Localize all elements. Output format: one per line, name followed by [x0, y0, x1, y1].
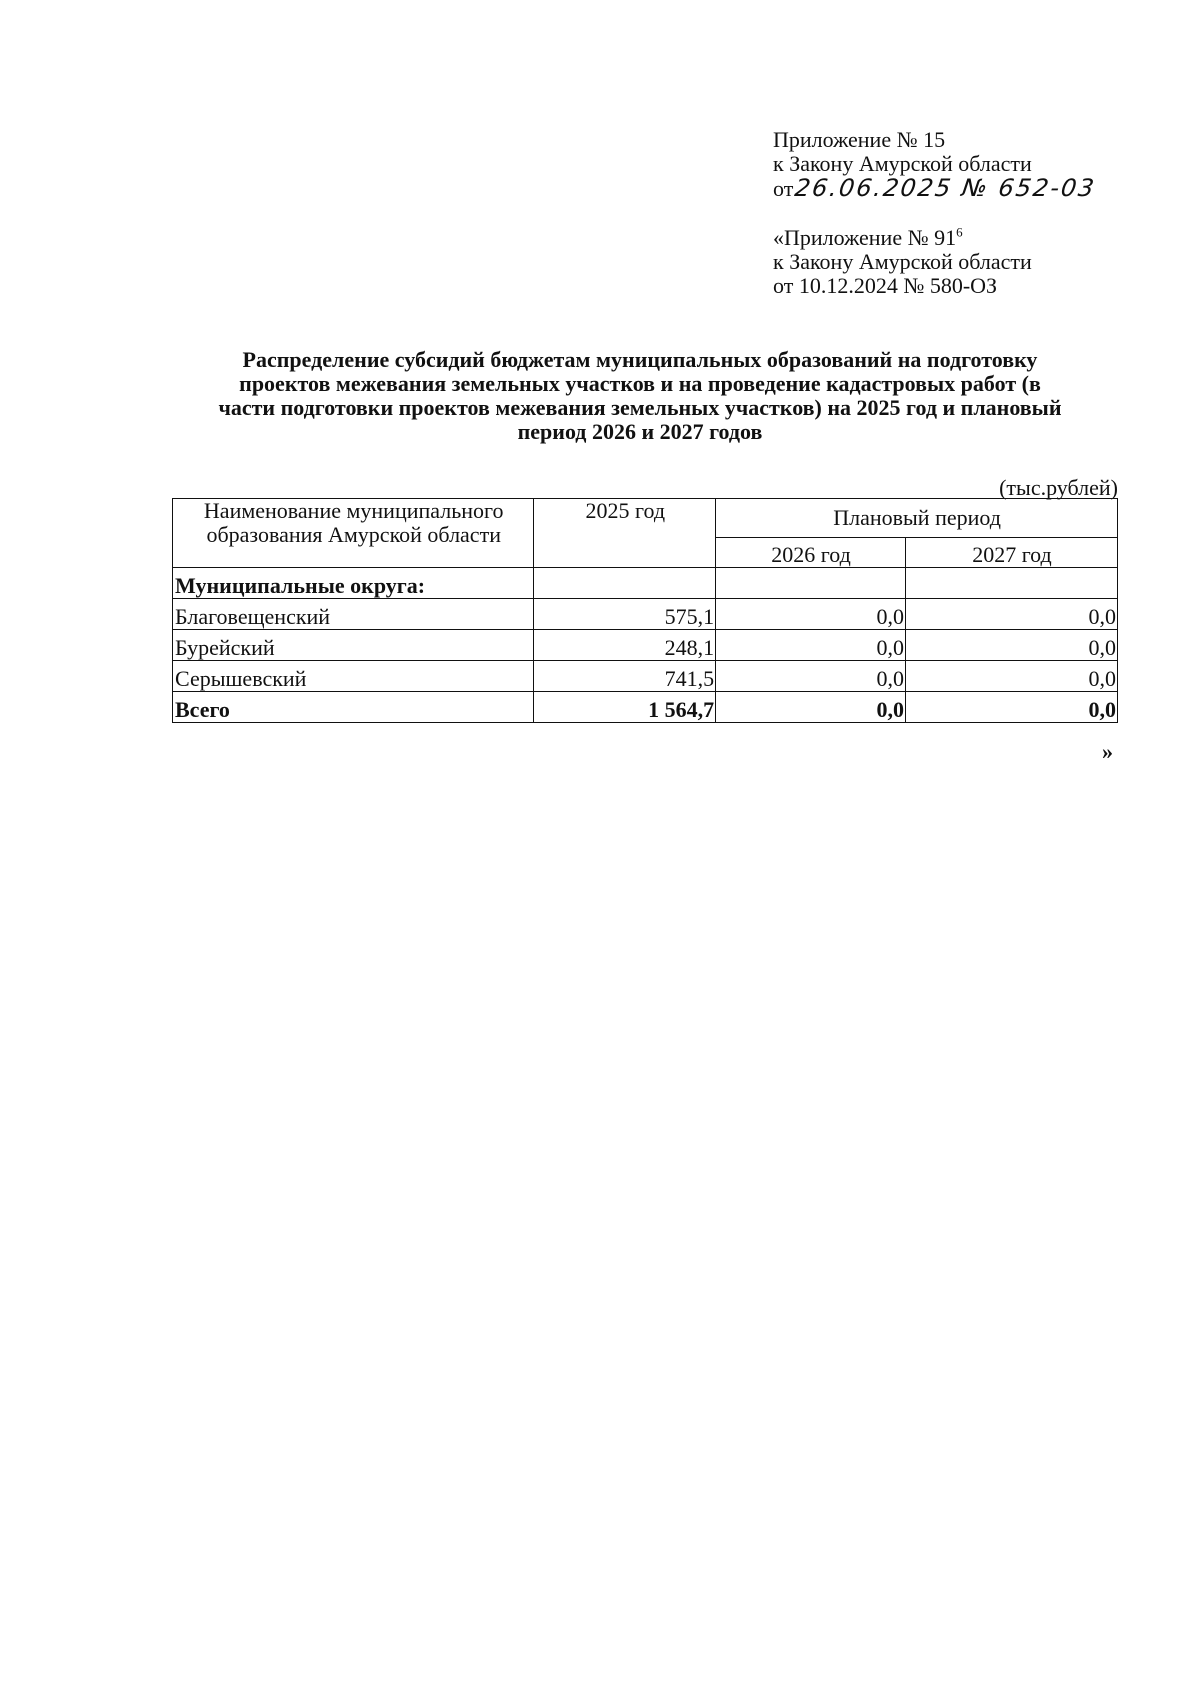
row-value-2025: 741,5 — [534, 661, 716, 692]
total-value-2025: 1 564,7 — [534, 692, 716, 723]
section-label: Муниципальные округа: — [173, 568, 534, 599]
title-line-3: части подготовки проектов межевания земельных участков) на 2025 год и плановый — [218, 395, 1062, 420]
section-row — [173, 568, 1118, 599]
header-name-line2: образования Амурской области — [206, 522, 501, 547]
header-plan-period-cell: Плановый период — [716, 499, 1118, 538]
table-row — [173, 599, 1118, 630]
row-name: Бурейский — [173, 630, 534, 661]
row-value-2027: 0,0 — [905, 630, 1117, 661]
header-2025-cell: 2025 год — [534, 499, 716, 568]
header-2026-cell: 2026 год — [716, 537, 906, 567]
appendix-15-date-prefix: от — [773, 176, 794, 201]
closing-quote: » — [1102, 739, 1113, 764]
title-line-2: проектов межевания земельных участков и на проведение кадастровых работ (в — [239, 371, 1041, 396]
header-name-line1: Наименование муниципального — [203, 498, 504, 523]
appendix-91-header — [773, 226, 1032, 298]
header-name-cell — [173, 499, 534, 568]
total-row — [173, 692, 1118, 723]
row-value-2026: 0,0 — [716, 630, 906, 661]
handwritten-date-number: 26.06.2025 № 652-03 — [793, 174, 1098, 202]
appendix-91-superscript: 6 — [956, 224, 963, 240]
document-title — [160, 348, 1120, 444]
appendix-91-line3: от 10.12.2024 № 580-ОЗ — [773, 273, 998, 298]
row-value-2025: 575,1 — [534, 599, 716, 630]
row-value-2027: 0,0 — [905, 661, 1117, 692]
appendix-91-line1 — [773, 226, 1032, 250]
section-empty-cell — [534, 568, 716, 599]
table-row — [173, 630, 1118, 661]
appendix-91-line2: к Закону Амурской области — [773, 249, 1032, 274]
row-value-2027: 0,0 — [905, 599, 1117, 630]
section-empty-cell — [905, 568, 1117, 599]
total-label: Всего — [173, 692, 534, 723]
row-name: Серышевский — [173, 661, 534, 692]
appendix-15-line2: к Закону Амурской области — [773, 151, 1032, 176]
row-name: Благовещенский — [173, 599, 534, 630]
row-value-2026: 0,0 — [716, 661, 906, 692]
appendix-91-label: «Приложение № 91 — [773, 225, 957, 250]
units-label: (тыс.рублей) — [999, 475, 1118, 500]
table-row — [173, 661, 1118, 692]
appendix-15-line3 — [773, 176, 1096, 201]
title-line-4: период 2026 и 2027 годов — [517, 419, 763, 444]
subsidies-table — [172, 498, 1118, 723]
header-2027-cell: 2027 год — [905, 537, 1117, 567]
row-value-2025: 248,1 — [534, 630, 716, 661]
appendix-15-line1: Приложение № 15 — [773, 127, 946, 152]
section-empty-cell — [716, 568, 906, 599]
appendix-15-header — [773, 128, 1096, 201]
table-header-row — [173, 499, 1118, 538]
title-line-1: Распределение субсидий бюджетам муниципальных образований на подготовку — [242, 347, 1038, 372]
total-value-2027: 0,0 — [905, 692, 1117, 723]
row-value-2026: 0,0 — [716, 599, 906, 630]
total-value-2026: 0,0 — [716, 692, 906, 723]
